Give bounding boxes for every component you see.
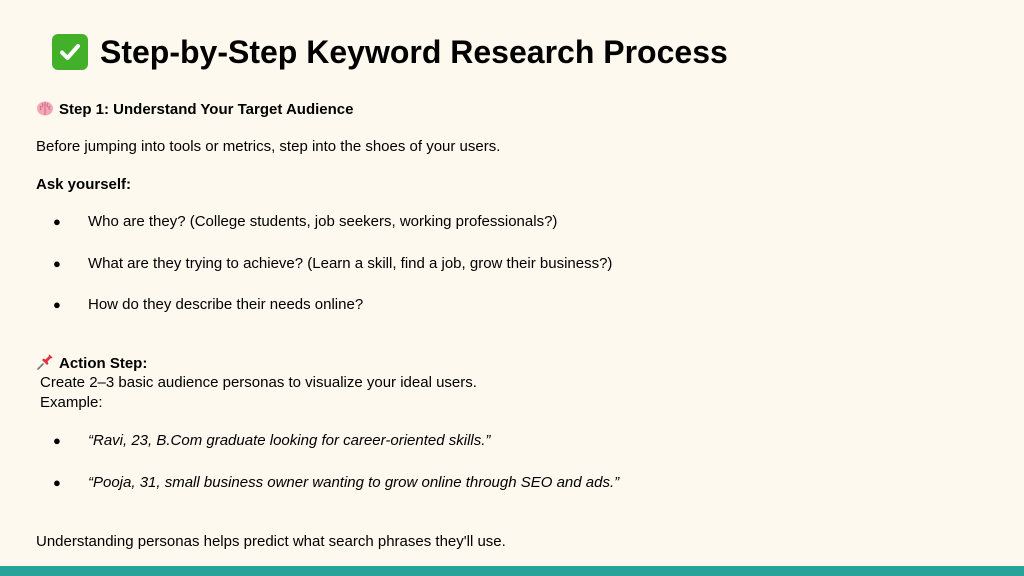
bullet-icon: ●	[53, 256, 61, 271]
step1-intro: Before jumping into tools or metrics, step into the shoes of your users.	[36, 138, 501, 155]
bottom-accent-bar	[0, 566, 1024, 576]
step1-heading: Step 1: Understand Your Target Audience	[59, 101, 354, 118]
action-line-2: Example:	[40, 394, 103, 411]
conclusion-text: Understanding personas helps predict what search phrases they'll use.	[36, 533, 506, 550]
bullet-icon: ●	[53, 475, 61, 490]
page-title: Step-by-Step Keyword Research Process	[100, 34, 728, 70]
check-mark-icon	[52, 34, 88, 70]
question-item: What are they trying to achieve? (Learn a skill, find a job, grow their business?)	[88, 255, 613, 272]
action-heading: Action Step:	[59, 355, 148, 372]
question-item: How do they describe their needs online?	[88, 296, 364, 313]
question-item: Who are they? (College students, job seekers, working professionals?)	[88, 213, 558, 230]
pushpin-icon	[36, 353, 54, 371]
bullet-icon: ●	[53, 433, 61, 448]
example-item: “Ravi, 23, B.Com graduate looking for career-oriented skills.”	[88, 432, 491, 449]
bullet-icon: ●	[53, 214, 61, 229]
example-item: “Pooja, 31, small business owner wanting to grow online through SEO and ads.”	[88, 474, 620, 491]
ask-yourself-label: Ask yourself:	[36, 176, 132, 193]
brain-icon	[36, 99, 54, 117]
action-heading-row	[36, 353, 147, 374]
title-row	[52, 30, 728, 74]
action-line-1: Create 2–3 basic audience personas to visualize your ideal users.	[40, 374, 477, 391]
step1-heading-row	[36, 99, 354, 120]
bullet-icon: ●	[53, 297, 61, 312]
